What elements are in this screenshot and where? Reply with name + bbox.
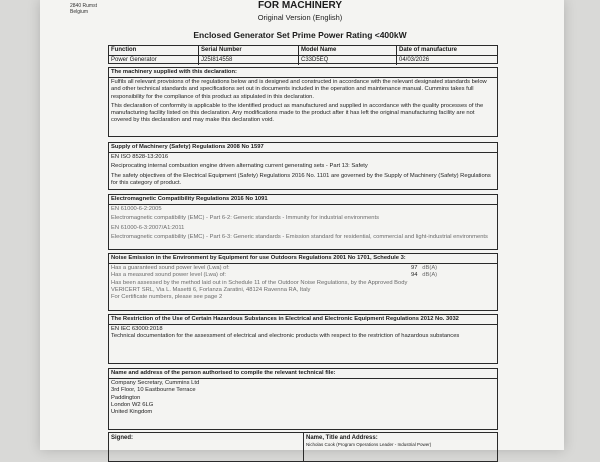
rohs-heading: The Restriction of the Use of Certain Hazardous Substances in Electrical and Electronic Equipment Regulations 2012 No. 3032 (109, 315, 497, 325)
declaration-title: FOR MACHINERY (257, 0, 343, 11)
address-line: Company Secretary, Cummins Ltd (111, 380, 200, 387)
document-title: Enclosed Generator Set Prime Power Rating <400kW (193, 30, 407, 40)
address-line: Belgium (70, 9, 89, 15)
name-title-value: Nicholas Cook (Program Operations Leader - Industrial Power) (306, 442, 432, 447)
header-function: Function (109, 46, 199, 55)
info-header-row (109, 46, 497, 55)
product-info-table (108, 45, 498, 64)
noise-line: Has been assessed by the method laid out in Schedule 11 of the Outdoor Noise Regulations, by the Approved Body (111, 279, 408, 286)
guaranteed-level-value: 97 (411, 265, 418, 272)
measured-level-value: 94 (411, 272, 418, 279)
noise-heading: Noise Emission in the Environment by Equipment for use Outdoors Regulations 2001 No 1701, Schedule 3: (109, 254, 497, 264)
authorised-person-section (108, 368, 498, 430)
supply-line: The safety objectives of the Electrical Equipment (Safety) Regulations 2016 No. 1101 are governed by the Supply of Machinery (Safety) Regulations for this category of product. (111, 172, 491, 186)
emc-line: Electromagnetic compatibility (EMC) - Part 6-2: Generic standards - Immunity for industrial environments (111, 215, 380, 222)
declaration-heading: The machinery supplied with this declaration: (109, 68, 497, 78)
rohs-standard: EN IEC 63000:2018 (111, 326, 163, 333)
header-serial-number: Serial Number (199, 46, 299, 55)
name-title-cell (303, 433, 497, 461)
signed-cell (109, 433, 303, 461)
signature-section (108, 432, 498, 462)
address-line: London W2 6LG (111, 401, 154, 408)
supply-heading: Supply of Machinery (Safety) Regulations 2008 No 1597 (109, 143, 497, 153)
value-model-name: C33D5EQ (299, 56, 397, 65)
measured-level-unit: dB(A) (422, 272, 438, 279)
noise-line: For Certificate numbers, please see page 2 (111, 294, 223, 301)
emc-standard: EN 61000-6-3:2007/A1:2011 (111, 224, 185, 231)
address-line: Paddington (111, 394, 141, 401)
guaranteed-level-unit: dB(A) (422, 265, 438, 272)
guaranteed-level-label: Has a guaranteed sound power level (Lwa) of: (111, 265, 230, 272)
signed-label: Signed: (111, 435, 133, 441)
declaration-section (108, 67, 498, 137)
measured-level-label: Has a measured sound power level (Lwa) of: (111, 272, 227, 279)
declaration-paragraph: This declaration of conformity is applicable to the identified product as manufactured and supplied in accordance with the quality processes of the manufacturing facility listed on this declaration. Any modifications made to the product after it has left the original manufacturing facility are not covered by this declaration and may make this declaration void. (111, 102, 484, 124)
emc-heading: Electromagnetic Compatibility Regulations 2016 No 1091 (109, 195, 497, 205)
noise-line: VERICERT SRL, Via L. Masetti 6, Forlanza Zaratini, 48124 Ravenna RA, Italy (111, 286, 311, 293)
address-line: 3rd Floor, 10 Eastbourne Terrace (111, 387, 196, 394)
value-date-of-manufacture: 04/03/2026 (399, 57, 430, 63)
rohs-line: Technical documentation for the assessment of electrical and electronic products with respect to the restriction of hazardous substances (111, 333, 460, 340)
address-line: United Kingdom (111, 409, 153, 416)
value-function: Power Generator (109, 56, 199, 65)
noise-emission-section (108, 253, 498, 311)
header-model-name: Model Name (299, 46, 397, 55)
authorised-heading: Name and address of the person authorised to compile the relevant technical file: (109, 369, 497, 379)
emc-standard: EN 61000-6-2:2005 (111, 206, 162, 213)
emc-line: Electromagnetic compatibility (EMC) - Part 6-3: Generic standards - Emission standard for residential, commercial and light-industrial environments (111, 233, 488, 240)
name-title-label: Name, Title and Address: (306, 435, 378, 441)
header-date-of-manufacture: Date of manufacture (399, 47, 458, 53)
version-subtitle: Original Version (English) (257, 13, 343, 22)
supply-of-machinery-section (108, 142, 498, 190)
info-value-row (109, 55, 497, 65)
emc-section (108, 194, 498, 250)
declaration-paragraph: Fulfils all relevant provisions of the regulations below and is designed and constructed in accordance with the relevant designated standards below and other technical standards and specifications set out in documents included in the operation and maintenance manual. Cummins takes full responsibility for the compliance of this product as stipulated in this declaration. (111, 79, 487, 100)
supply-line: Reciprocating internal combustion engine driven alternating current generating sets - Part 13: Safety (111, 163, 368, 170)
value-serial-number: J25I814558 (199, 56, 299, 65)
address-line: 2840 Rumst (70, 3, 97, 9)
rohs-section (108, 314, 498, 364)
supply-standard: EN ISO 8528-13:2016 (111, 154, 169, 161)
